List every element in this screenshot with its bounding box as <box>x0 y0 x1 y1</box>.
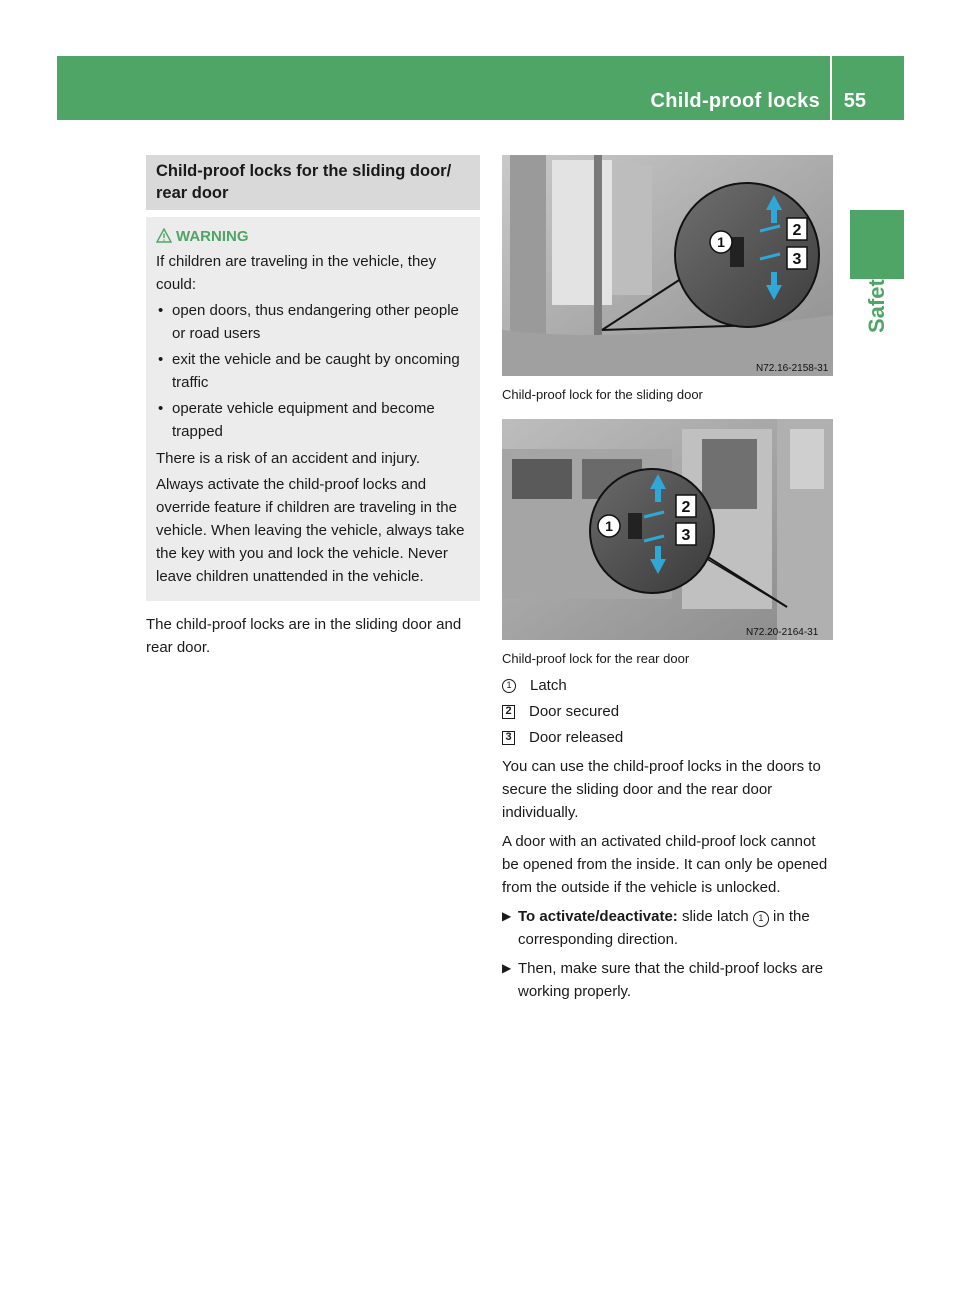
legend-item-door-released <box>502 726 836 749</box>
figure-code: N72.16-2158-31 <box>756 363 829 374</box>
page-number: 55 <box>843 90 866 112</box>
legend-label: Door released <box>529 729 624 746</box>
step-activate-text-end: in the corresponding direction. <box>518 908 810 948</box>
warning-list <box>156 299 472 443</box>
left-column <box>146 155 480 659</box>
step-activate-text: slide latch <box>681 908 749 925</box>
legend-key: 1 <box>502 679 516 693</box>
warning-bullet: • exit the vehicle and be caught by oncoming traffic <box>156 348 472 394</box>
warning-header <box>156 225 472 250</box>
callout-legend <box>502 674 836 749</box>
warning-bullet: • open doors, thus endangering other people or road users <box>156 299 472 345</box>
warning-box <box>146 217 480 601</box>
section-heading: Child-proof locks for the sliding door/ rear door <box>146 155 480 210</box>
callout-latch: 1 <box>717 234 725 250</box>
callout-door-secured: 2 <box>681 499 691 516</box>
legend-key: 3 <box>502 731 515 745</box>
right-column <box>502 155 836 1003</box>
step-activate <box>502 905 836 951</box>
latch-ref-icon: 1 <box>753 911 769 927</box>
page-header <box>57 56 904 120</box>
callout-door-released: 3 <box>681 527 691 544</box>
header-divider <box>830 56 832 120</box>
warning-intro: If children are traveling in the vehicle, they could: <box>156 253 437 293</box>
legend-item-latch <box>502 674 836 697</box>
callout-door-secured: 2 <box>792 222 802 239</box>
callout-latch: 1 <box>605 518 613 534</box>
usage-paragraph: You can use the child-proof locks in the doors to secure the sliding door and the rear door individually. <box>502 758 821 821</box>
step-verify <box>502 957 836 1003</box>
warning-bullet: • operate vehicle equipment and become trapped <box>156 397 472 443</box>
callout-door-released: 3 <box>792 251 802 268</box>
step-activate-label: To activate/deactivate: <box>518 908 678 925</box>
locks-location-text: The child-proof locks are in the sliding door and rear door. <box>146 616 462 656</box>
warning-triangle-icon <box>156 227 172 250</box>
header-title: Child-proof locks <box>650 90 820 112</box>
step-arrow-icon: ▶ <box>502 909 512 923</box>
legend-label: Latch <box>530 677 567 694</box>
legend-item-door-secured <box>502 700 836 723</box>
step-arrow-icon: ▶ <box>502 961 512 975</box>
sliding-door-illustration <box>502 155 833 376</box>
step-verify-text: Then, make sure that the child-proof locks are working properly. <box>518 960 824 1000</box>
warning-advice: Always activate the child-proof locks and override feature if children are traveling in the vehicle. When leaving the vehicle, always take the key with you and lock the vehicle. Never leave children unattended in the vehicle. <box>156 476 465 585</box>
legend-key: 2 <box>502 705 515 719</box>
legend-label: Door secured <box>529 703 620 720</box>
section-tab-label: Safety <box>864 266 889 334</box>
sliding-door-caption: Child-proof lock for the sliding door <box>502 387 703 402</box>
warning-risk: There is a risk of an accident and injury. <box>156 450 421 467</box>
rear-door-caption: Child-proof lock for the rear door <box>502 651 690 666</box>
activated-lock-paragraph: A door with an activated child-proof lock cannot be opened from the inside. It can only be opened from the outside if the vehicle is unlocked. <box>502 833 828 896</box>
figure-code: N72.20-2164-31 <box>746 627 819 638</box>
rear-door-illustration <box>502 419 833 640</box>
warning-title: WARNING <box>176 228 249 245</box>
